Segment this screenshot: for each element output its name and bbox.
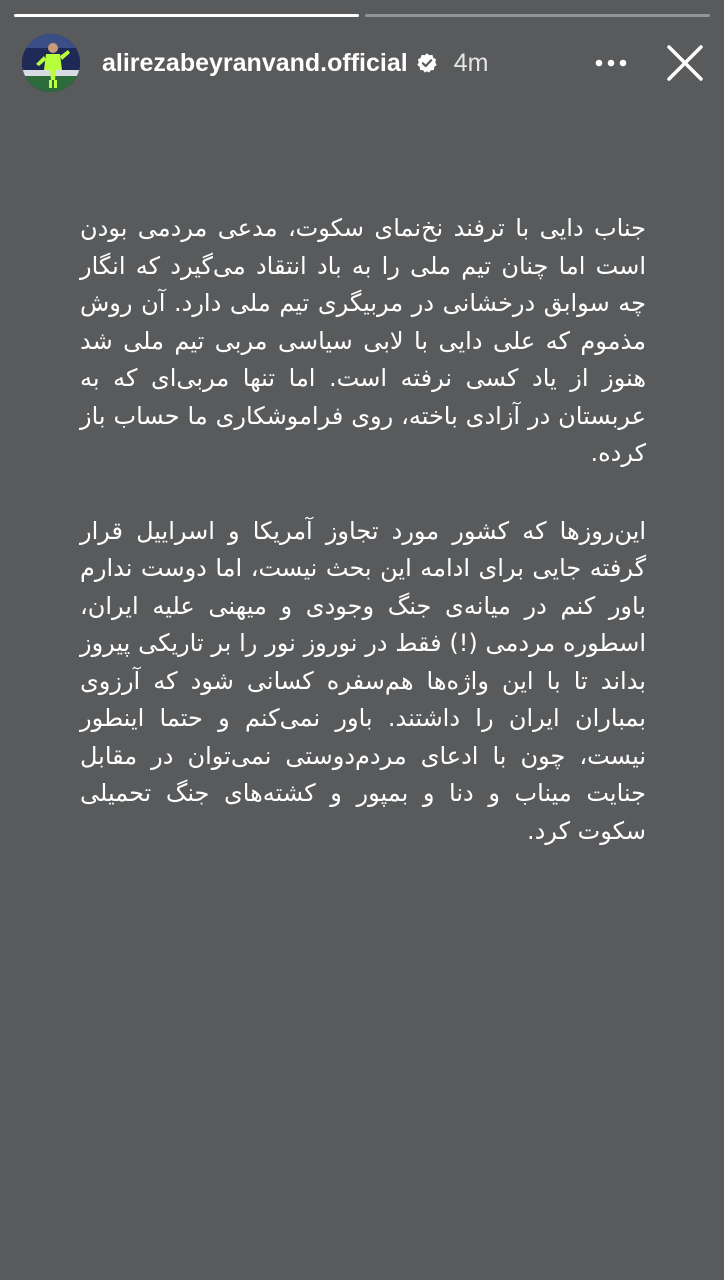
avatar[interactable] [22, 34, 80, 92]
progress-fill [14, 14, 359, 17]
story-header [22, 32, 710, 94]
story-text-content [80, 210, 646, 850]
story-paragraph-2: این‌روزها که کشور مورد تجاوز آمریکا و اسراییل قرار گرفته جایی برای ادامه این بحث نیست، اما دوست ندارم باور کنم در میانه‌ی جنگ وجودی و میهنی علیه ایران، اسطوره مردمی (!) فقط در نوروز نور را بر تاریکی پیروز بداند تا با این واژه‌ها هم‌سفره کسانی شود که آرزوی بمباران ایران را داشتند. باور نمی‌کنم و حتما اینطور نیست، چون با ادعای مردم‌دوستی نمی‌توان در مقابل جنایت میناب و دنا و بمپور و کشته‌های جنگ تحمیلی سکوت کرد. [80, 516, 646, 845]
post-time: 4m [453, 48, 489, 77]
avatar-image [22, 34, 80, 92]
more-options-button[interactable] [586, 38, 636, 88]
progress-segment [365, 14, 710, 17]
story-progress-bar [14, 14, 710, 17]
progress-segment [14, 14, 359, 17]
story-paragraph-1: جناب دایی با ترفند نخ‌نمای سکوت، مدعی مردمی بودن است اما چنان تیم ملی را به باد انتقاد می‌گیرد که انگار چه سوابق درخشانی در مربیگری تیم ملی دارد. آن روش مذموم که علی دایی با لابی سیاسی مربی تیم ملی شد هنوز از یاد کسی نرفته است. اما تنها مربی‌ای که به عربستان در آزادی باخته، روی فراموشکاری ما حساب باز کرده. [80, 214, 646, 467]
more-horizontal-icon [594, 58, 628, 68]
username[interactable]: alirezabeyranvand.official [102, 48, 408, 77]
verified-badge-icon [416, 52, 438, 74]
close-icon [666, 44, 704, 82]
close-button[interactable] [660, 38, 710, 88]
